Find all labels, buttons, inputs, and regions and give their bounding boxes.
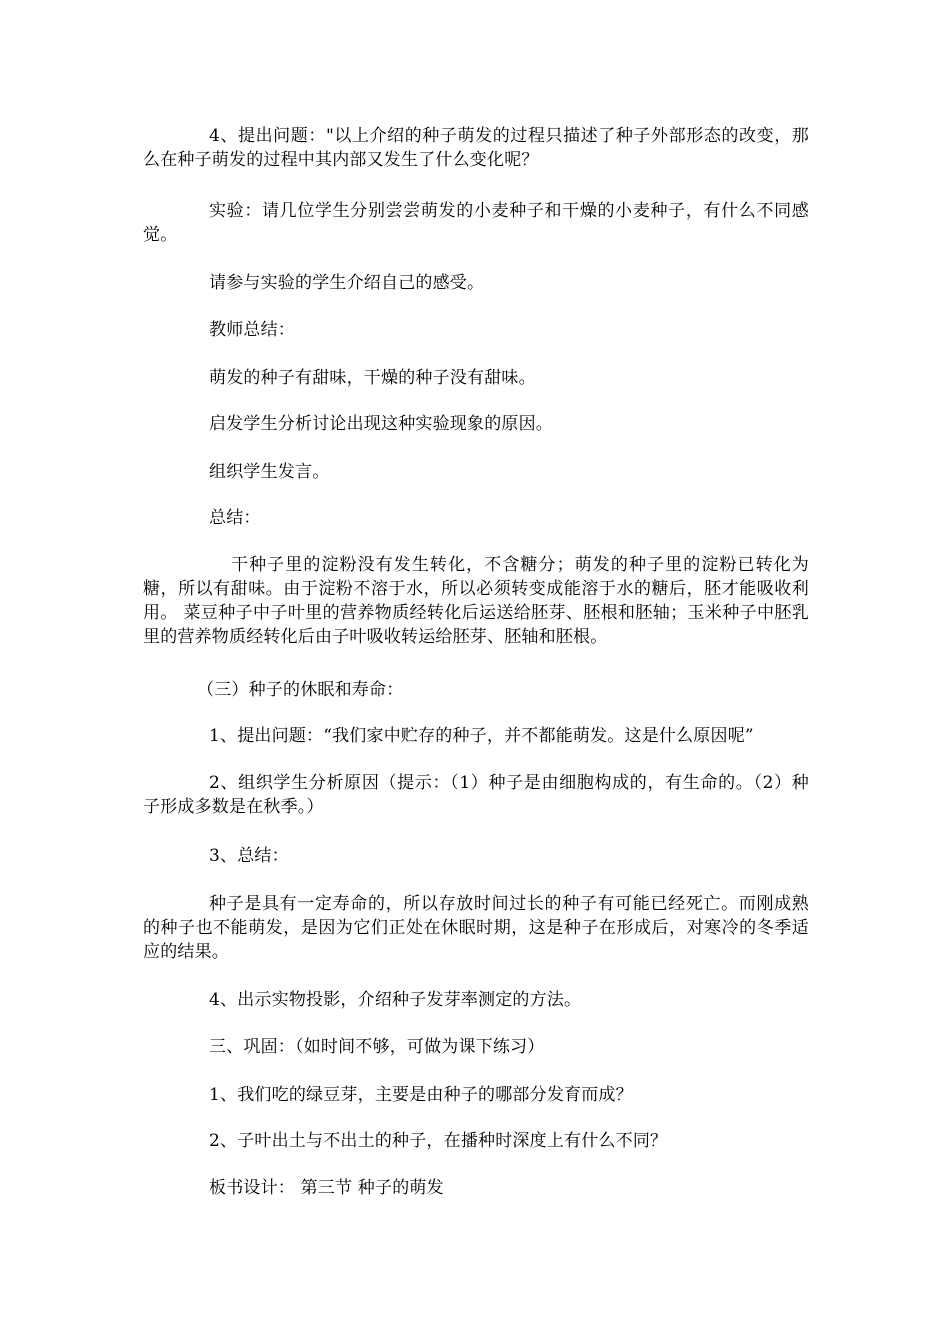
paragraph-germination-rate: 4、出示实物投影，介绍种子发芽率测定的方法。 — [209, 990, 582, 1010]
paragraph-summary-heading: 总结： — [209, 508, 261, 528]
section-heading-dormancy: （三）种子的休眠和寿命： — [197, 680, 404, 700]
paragraph-question-internal-change: 4、提出问题："以上介绍的种子萌发的过程只描述了种子外部形态的改变，那么在种子萌发的过程中其内部又发生了什么变化呢？ — [143, 126, 809, 170]
exercise-question-1: 1、我们吃的绿豆芽，主要是由种子的哪部分发育而成？ — [209, 1085, 633, 1105]
paragraph-summary-3: 3、总结： — [209, 846, 289, 866]
paragraph-sweet-taste: 萌发的种子有甜味，干燥的种子没有甜味。 — [209, 368, 536, 388]
paragraph-starch-conversion: 干种子里的淀粉没有发生转化，不含糖分；萌发的种子里的淀粉已转化为糖，所以有甜味。由于淀粉不溶于水，所以必须转变成能溶于水的糖后，胚才能吸收利用。 菜豆种子中子叶里的营养物质经转化后运送给胚芽、胚根和胚轴；玉米种子中胚乳里的营养物质经转化后由子叶吸收转运给胚芽、胚轴和胚根。 — [143, 555, 809, 647]
paragraph-seed-lifespan: 种子是具有一定寿命的，所以存放时间过长的种子有可能已经死亡。而刚成熟的种子也不能萌发，是因为它们正处在休眠时期，这是种子在形成后，对寒冷的冬季适应的结果。 — [143, 894, 809, 962]
paragraph-analyze-reasons: 2、组织学生分析原因（提示：（1）种子是由细胞构成的，有生命的。（2）种子形成多数是在秋季。） — [143, 773, 809, 817]
board-design-line: 板书设计： 第三节 种子的萌发 — [209, 1178, 444, 1198]
paragraph-students-share: 请参与实验的学生介绍自己的感受。 — [209, 273, 485, 293]
paragraph-students-speak: 组织学生发言。 — [209, 462, 330, 482]
paragraph-experiment: 实验：请几位学生分别尝尝萌发的小麦种子和干燥的小麦种子，有什么不同感觉。 — [143, 201, 809, 245]
exercise-question-2: 2、子叶出土与不出土的种子，在播种时深度上有什么不同？ — [209, 1131, 668, 1151]
paragraph-discussion-prompt: 启发学生分析讨论出现这种实验现象的原因。 — [209, 414, 553, 434]
section-heading-consolidation: 三、巩固：（如时间不够，可做为课下练习） — [209, 1037, 545, 1057]
paragraph-teacher-summary-heading: 教师总结： — [209, 320, 295, 340]
paragraph-question-storage: 1、提出问题：“我们家中贮存的种子，并不都能萌发。这是什么原因呢” — [209, 726, 754, 746]
